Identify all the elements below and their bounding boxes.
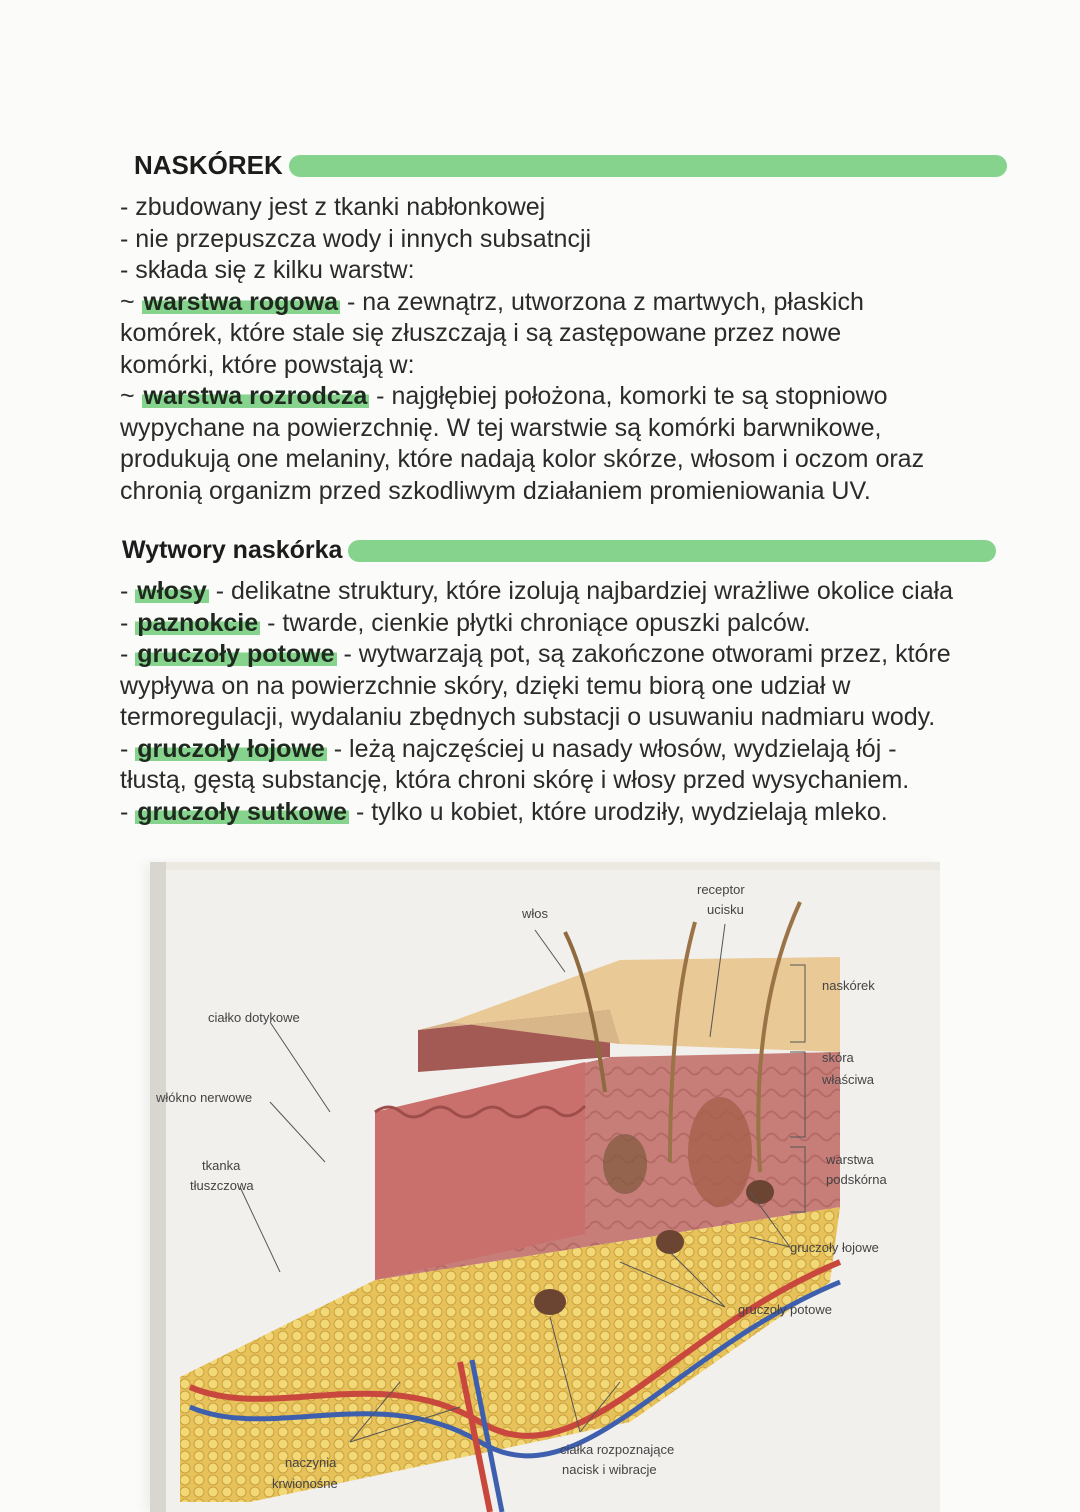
label-naczynia-line1: naczynia: [285, 1455, 337, 1470]
text-line: [120, 765, 1040, 797]
text-segment: - składa się z kilku warstw:: [120, 256, 415, 284]
text-line: [120, 797, 1040, 829]
label-naskorek: naskórek: [822, 978, 875, 993]
text-segment: - zbudowany jest z tkanki nabłonkowej: [120, 193, 546, 221]
section-naskorek-text: [120, 192, 1040, 507]
label-cialka-line2: nacisk i wibracje: [562, 1462, 657, 1477]
text-line: [120, 224, 1040, 256]
label-skora-line1: skóra: [822, 1050, 854, 1065]
text-line: [120, 318, 1040, 350]
text-line: [120, 350, 1040, 382]
label-wlokno-nerwowe: włókno nerwowe: [156, 1090, 253, 1105]
text-segment: -: [120, 608, 136, 637]
text-segment: - na zewnątrz, utworzona z martwych, płaskich: [340, 287, 864, 316]
text-line: [120, 444, 1040, 476]
highlighted-term: włosy: [137, 577, 207, 605]
text-segment: tłustą, gęstą substancję, która chroni skórę i włosy przed wysychaniem.: [120, 766, 910, 794]
highlighted-term: gruczoły łojowe: [137, 734, 325, 763]
text-segment: -: [120, 640, 136, 668]
text-line: [120, 576, 1040, 608]
text-line: [120, 255, 1040, 287]
skin-cross-section-diagram: [150, 862, 940, 1512]
label-gruczoly-potowe: gruczoły potowe: [738, 1302, 832, 1317]
text-segment: - leżą najczęściej u nasady włosów, wydzielają łój -: [326, 734, 897, 763]
highlighted-term: gruczoły potowe: [137, 640, 335, 668]
label-naczynia-line2: krwionośne: [272, 1476, 338, 1491]
text-line: [120, 608, 1040, 640]
text-segment: wypychane na powierzchnię. W tej warstwie są komórki barwnikowe,: [120, 413, 882, 442]
text-segment: termoregulacji, wydalaniu zbędnych substacji o usuwaniu nadmiaru wody.: [120, 703, 936, 731]
text-line: [120, 734, 1040, 766]
text-line: [120, 192, 1040, 224]
section-naskorek-header: [134, 150, 1007, 181]
highlighted-term: warstwa rogowa: [143, 287, 339, 316]
label-tkanka-line2: tłuszczowa: [190, 1178, 254, 1193]
text-segment: - tylko u kobiet, które urodziły, wydzielają mleko.: [349, 797, 888, 826]
label-tkanka-line1: tkanka: [202, 1158, 241, 1173]
label-receptor-line2: ucisku: [707, 902, 744, 917]
text-line: [120, 413, 1040, 445]
label-cialka-line1: ciałka rozpoznające: [560, 1442, 675, 1457]
text-segment: produkują one melaniny, które nadają kolor skórze, włosom i oczom oraz: [120, 445, 925, 473]
text-line: [120, 381, 1040, 413]
text-segment: komórki, które powstają w:: [120, 350, 415, 379]
text-segment: - delikatne struktury, które izolują najbardziej wrażliwe okolice ciała: [208, 577, 954, 605]
section-heading: NASKÓREK: [134, 150, 283, 180]
label-wlos: włos: [522, 906, 549, 921]
text-line: [120, 476, 1040, 508]
text-segment: ~: [120, 287, 142, 316]
text-line: [120, 639, 1040, 671]
text-segment: komórek, które stale się złuszczają i są zastępowane przez nowe: [120, 319, 842, 347]
highlighted-term: warstwa rozrodcza: [143, 382, 368, 410]
highlighted-term: paznokcie: [137, 608, 259, 637]
label-cialko-dotykowe: ciałko dotykowe: [208, 1010, 300, 1025]
text-segment: chronią organizm przed szkodliwym działaniem promieniowania UV.: [120, 476, 871, 505]
text-line: [120, 702, 1040, 734]
label-skora-line2: właściwa: [822, 1072, 875, 1087]
highlight-bar: [348, 540, 996, 562]
section-wytwory-header: [122, 536, 996, 565]
highlighted-term: gruczoły sutkowe: [137, 797, 348, 826]
text-segment: - nie przepuszcza wody i innych subsatncji: [120, 224, 592, 253]
label-gruczoly-lojowe: gruczoły łojowe: [790, 1240, 879, 1255]
label-warstwa-line1: warstwa: [826, 1152, 874, 1167]
text-segment: -: [120, 577, 136, 605]
text-segment: wypływa on na powierzchnie skóry, dzięki temu biorą one udział w: [120, 671, 851, 700]
text-line: [120, 671, 1040, 703]
text-segment: - najgłębiej położona, komorki te są stopniowo: [369, 382, 888, 410]
text-line: [120, 287, 1040, 319]
label-receptor-line1: receptor: [697, 882, 745, 897]
text-segment: - wytwarzają pot, są zakończone otworami przez, które: [336, 640, 951, 668]
label-warstwa-line2: podskórna: [826, 1172, 887, 1187]
skin-diagram-photo: [150, 862, 940, 1512]
text-segment: -: [120, 734, 136, 763]
section-wytwory-text: [120, 576, 1040, 828]
text-segment: - twarde, cienkie płytki chroniące opuszki palców.: [260, 608, 811, 637]
highlight-bar: [289, 155, 1007, 177]
text-segment: -: [120, 797, 136, 826]
section-heading: Wytwory naskórka: [122, 536, 343, 564]
text-segment: ~: [120, 382, 142, 410]
